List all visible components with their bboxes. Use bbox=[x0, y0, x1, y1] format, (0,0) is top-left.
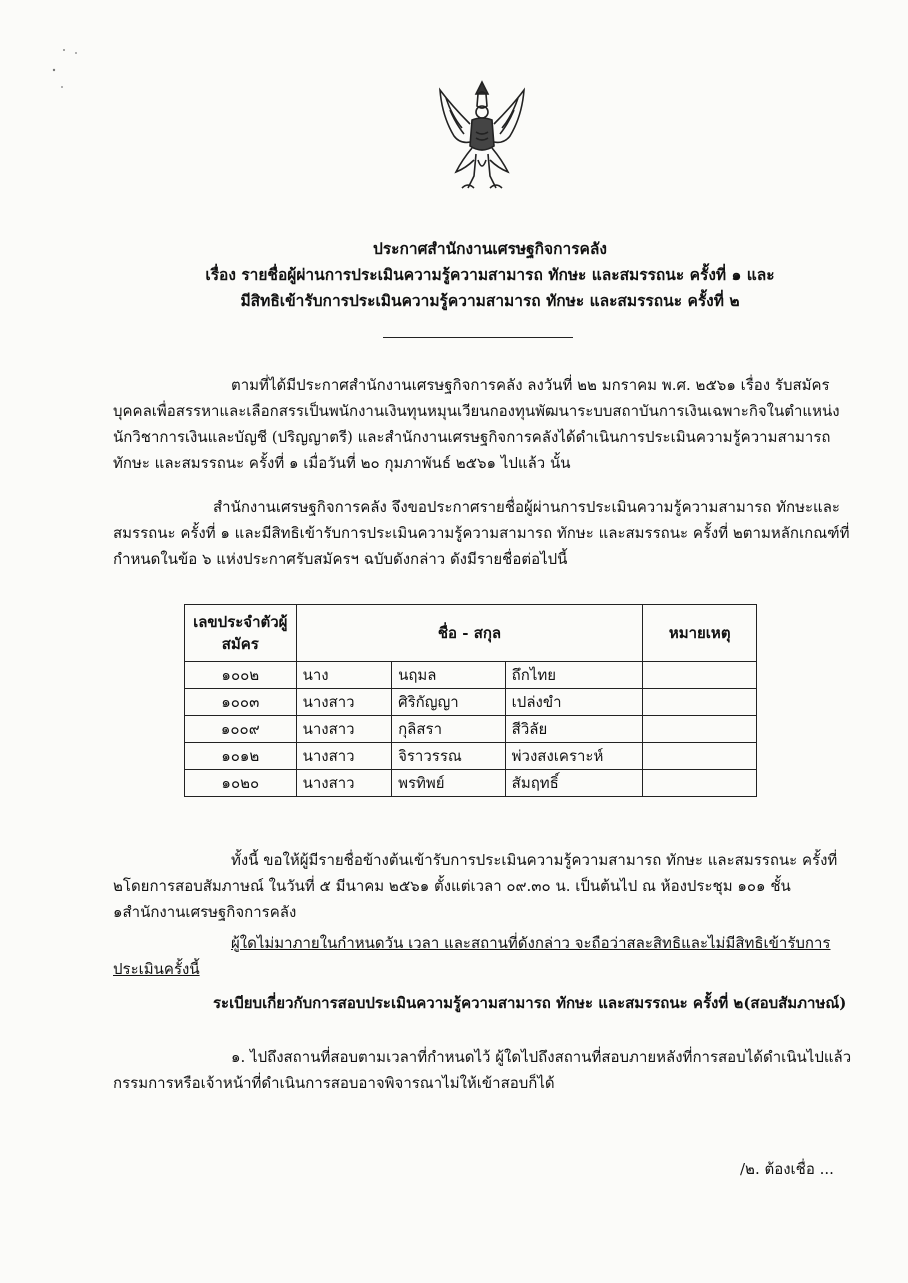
table-row bbox=[185, 662, 757, 689]
page-continuation: /๒. ต้องเชื่อ ... bbox=[740, 1160, 834, 1178]
cell-first-name: กุลิสรา bbox=[392, 716, 506, 743]
cell-note bbox=[643, 662, 757, 689]
cell-note bbox=[643, 743, 757, 770]
cell-id: ๑๐๐๙ bbox=[185, 716, 297, 743]
cell-first-name: จิราวรรณ bbox=[392, 743, 506, 770]
warning-text: ผู้ใดไม่มาภายในกำหนดวัน เวลา และสถานที่ดังกล่าว จะถือว่าสละสิทธิและไม่มีสิทธิเข้ารับการประเมินครั้งนี้ bbox=[113, 934, 831, 978]
scan-specks-decoration bbox=[44, 44, 84, 94]
cell-title: นางสาว bbox=[296, 716, 392, 743]
cell-last-name: เปล่งขำ bbox=[505, 689, 643, 716]
rule-1-paragraph bbox=[113, 1044, 853, 1096]
cell-note bbox=[643, 770, 757, 797]
announcement-subject-line1: เรื่อง รายชื่อผู้ผ่านการประเมินความรู้ความสามารถ ทักษะ และสมรรถนะ ครั้งที่ ๑ และ bbox=[205, 265, 775, 284]
garuda-emblem-icon bbox=[432, 76, 532, 200]
cell-first-name: ศิริกัญญา bbox=[392, 689, 506, 716]
heading-divider bbox=[383, 337, 573, 338]
warning-paragraph bbox=[113, 930, 853, 982]
cell-last-name: สีวิลัย bbox=[505, 716, 643, 743]
col-header-id: เลขประจำตัวผู้สมัคร bbox=[185, 605, 297, 662]
table-row bbox=[185, 770, 757, 797]
cell-title: นาง bbox=[296, 662, 392, 689]
announcement-heading bbox=[110, 236, 870, 314]
announcement-subject-line2: มีสิทธิเข้ารับการประเมินความรู้ความสามารถ ทักษะ และสมรรถนะ ครั้งที่ ๒ bbox=[240, 291, 740, 310]
rules-heading bbox=[113, 990, 853, 1016]
col-header-name: ชื่อ - สกุล bbox=[296, 605, 643, 662]
cell-first-name: พรทิพย์ bbox=[392, 770, 506, 797]
cell-title: นางสาว bbox=[296, 770, 392, 797]
cell-first-name: นฤมล bbox=[392, 662, 506, 689]
cell-id: ๑๐๒๐ bbox=[185, 770, 297, 797]
interview-text: ทั้งนี้ ขอให้ผู้มีรายชื่อข้างต้นเข้ารับการประเมินความรู้ความสามารถ ทักษะ และสมรรถนะ ครั้งที่ ๒โดยการสอบสัมภาษณ์ ในวันที่ ๕ มีนาคม ๒๕๖๑ ตั้งแต่เวลา ๐๙.๓๐ น. เป็นต้นไป ณ ห้องประชุม ๑๐๑ ชั้น ๑สำนักงานเศรษฐกิจการคลัง bbox=[113, 851, 838, 921]
candidate-table bbox=[184, 604, 757, 797]
interview-paragraph bbox=[113, 847, 853, 925]
intro-text: ตามที่ได้มีประกาศสำนักงานเศรษฐกิจการคลัง ลงวันที่ ๒๒ มกราคม พ.ศ. ๒๕๖๑ เรื่อง รับสมัครบุคคลเพื่อสรรหาและเลือกสรรเป็นพนักงานเงินทุนหมุนเวียนกองทุนพัฒนาระบบสถาบันการเงินเฉพาะกิจในตำแหน่งนักวิชาการเงินและบัญชี (ปริญญาตรี) และสำนักงานเศรษฐกิจการคลังได้ดำเนินการประเมินความรู้ความสามารถ ทักษะ และสมรรถนะ ครั้งที่ ๑ เมื่อวันที่ ๒๐ กุมภาพันธ์ ๒๕๖๑ ไปแล้ว นั้น bbox=[113, 376, 840, 472]
cell-note bbox=[643, 689, 757, 716]
announcement-paragraph bbox=[113, 494, 853, 572]
table-row bbox=[185, 743, 757, 770]
rules-heading-text: ระเบียบเกี่ยวกับการสอบประเมินความรู้ความสามารถ ทักษะ และสมรรถนะ ครั้งที่ ๒(สอบสัมภาษณ์) bbox=[213, 994, 847, 1012]
cell-note bbox=[643, 716, 757, 743]
announcement-title: ประกาศสำนักงานเศรษฐกิจการคลัง bbox=[373, 239, 607, 258]
cell-id: ๑๐๐๒ bbox=[185, 662, 297, 689]
col-header-note: หมายเหตุ bbox=[643, 605, 757, 662]
cell-title: นางสาว bbox=[296, 743, 392, 770]
table-row bbox=[185, 716, 757, 743]
intro-paragraph bbox=[113, 372, 853, 476]
cell-last-name: ถึกไทย bbox=[505, 662, 643, 689]
cell-last-name: สัมฤทธิ์ bbox=[505, 770, 643, 797]
rule-1-text: ๑. ไปถึงสถานที่สอบตามเวลาที่กำหนดไว้ ผู้ใดไปถึงสถานที่สอบภายหลังที่การสอบได้ดำเนินไปแล้วกรรมการหรือเจ้าหน้าที่ดำเนินการสอบอาจพิจารณาไม่ให้เข้าสอบก็ได้ bbox=[113, 1048, 852, 1092]
table-row bbox=[185, 689, 757, 716]
announcement-text: สำนักงานเศรษฐกิจการคลัง จึงขอประกาศรายชื่อผู้ผ่านการประเมินความรู้ความสามารถ ทักษะและสมรรถนะ ครั้งที่ ๑ และมีสิทธิเข้ารับการประเมินความรู้ความสามารถ ทักษะ และสมรรถนะ ครั้งที่ ๒ตามหลักเกณฑ์ที่กำหนดในข้อ ๖ แห่งประกาศรับสมัครฯ ฉบับดังกล่าว ดังมีรายชื่อต่อไปนี้ bbox=[113, 498, 850, 568]
cell-id: ๑๐๐๓ bbox=[185, 689, 297, 716]
table-header-row bbox=[185, 605, 757, 662]
cell-id: ๑๐๑๒ bbox=[185, 743, 297, 770]
cell-title: นางสาว bbox=[296, 689, 392, 716]
cell-last-name: พ่วงสงเคราะห์ bbox=[505, 743, 643, 770]
